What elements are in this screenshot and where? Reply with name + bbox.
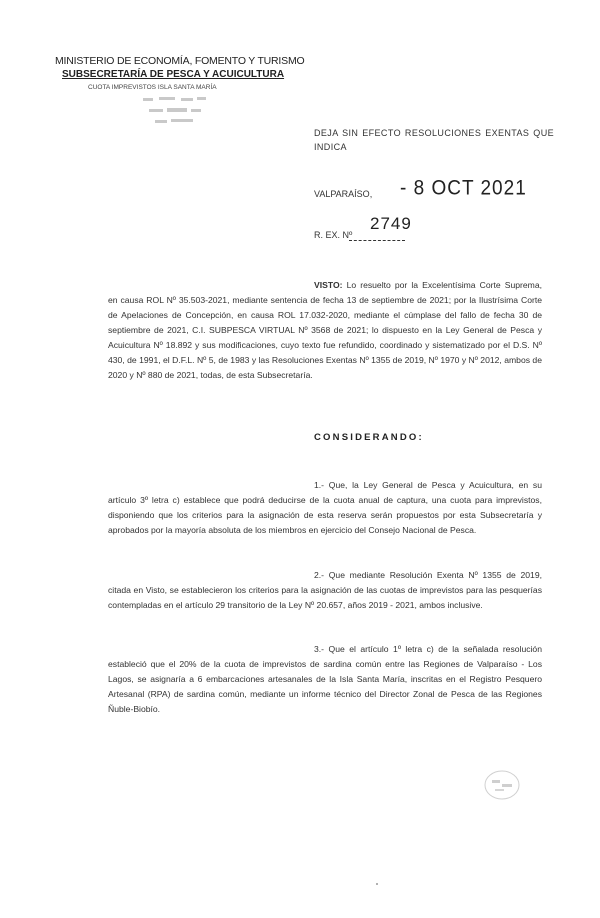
ministry-name: MINISTERIO DE ECONOMÍA, FOMENTO Y TURISMO bbox=[55, 55, 305, 67]
subject-title: DEJA SIN EFECTO RESOLUCIONES EXENTAS QUE INDICA bbox=[314, 128, 554, 152]
faded-stamp bbox=[135, 92, 225, 134]
scan-speck bbox=[376, 883, 378, 885]
considerando-3 bbox=[108, 642, 542, 717]
reference-line: CUOTA IMPREVISTOS ISLA SANTA MARÍA bbox=[88, 84, 217, 91]
place-label: VALPARAÍSO, bbox=[314, 189, 373, 199]
subsecretaria-name: SUBSECRETARÍA DE PESCA Y ACUICULTURA bbox=[62, 69, 285, 80]
considerando-2-text: 2.- Que mediante Resolución Exenta Nº 1355 de 2019, citada en Visto, se establecieron los criterios para la asignación de las cuotas de imprevistos para las pesquerías contempladas en el artículo 29 transitorio de la Ley Nº 20.657, años 2019 - 2021, ambos inclusive. bbox=[108, 570, 542, 610]
considerando-1-text: 1.- Que, la Ley General de Pesca y Acuicultura, en su artículo 3º letra c) establece que podrá deducirse de la cuota anual de captura, una cuota para imprevistos, disponiendo que los criterios para la asignación de esta reserva serán propuestos por esta Subsecretaría y aprobados por la mayoría absoluta de los miembros en ejercicio del Consejo Nacional de Pesca. bbox=[108, 480, 542, 535]
resolution-label: R. EX. Nº bbox=[314, 230, 353, 240]
resolution-number: 2749 bbox=[370, 214, 412, 233]
considerando-1 bbox=[108, 478, 542, 538]
faded-seal bbox=[482, 768, 522, 802]
date-stamp: - 8 OCT 2021 bbox=[400, 176, 527, 200]
considerando-2 bbox=[108, 568, 542, 613]
considerando-title: CONSIDERANDO: bbox=[314, 432, 424, 443]
visto-label: VISTO: bbox=[314, 280, 343, 290]
resolution-number-line bbox=[349, 240, 405, 241]
visto-text: Lo resuelto por la Excelentísima Corte Suprema, en causa ROL Nº 35.503-2021, mediante sentencia de fecha 13 de septiembre de 2021; por la Ilustrísima Corte de Apelaciones de Concepción, en causa ROL 17.032-2020, mediante el cúmplase del fallo de fecha 30 de septiembre de 2021, C.I. SUBPESCA VIRTUAL Nº 3568 de 2021; lo dispuesto en la Ley General de Pesca y Acuicultura Nº 18.892 y sus modificaciones, cuyo texto fue refundido, coordinado y sistematizado por el D.S. Nº 430, de 1991, el D.F.L. Nº 5, de 1983 y las Resoluciones Exentas Nº 1355 de 2019, Nº 1970 y Nº 2012, ambos de 2020 y Nº 880 de 2021, todas, de esta Subsecretaría. bbox=[108, 280, 542, 380]
visto-paragraph bbox=[108, 278, 542, 383]
considerando-3-text: 3.- Que el artículo 1º letra c) de la señalada resolución estableció que el 20% de la cuota de imprevistos de sardina común entre las Regiones de Valparaíso - Los Lagos, se asignaría a 6 embarcaciones artesanales de la Isla Santa María, inscritas en el Registro Pesquero Artesanal (RPA) de sardina común, mediante un informe técnico del Director Zonal de Pesca de las Regiones Ñuble-Biobío. bbox=[108, 644, 542, 714]
